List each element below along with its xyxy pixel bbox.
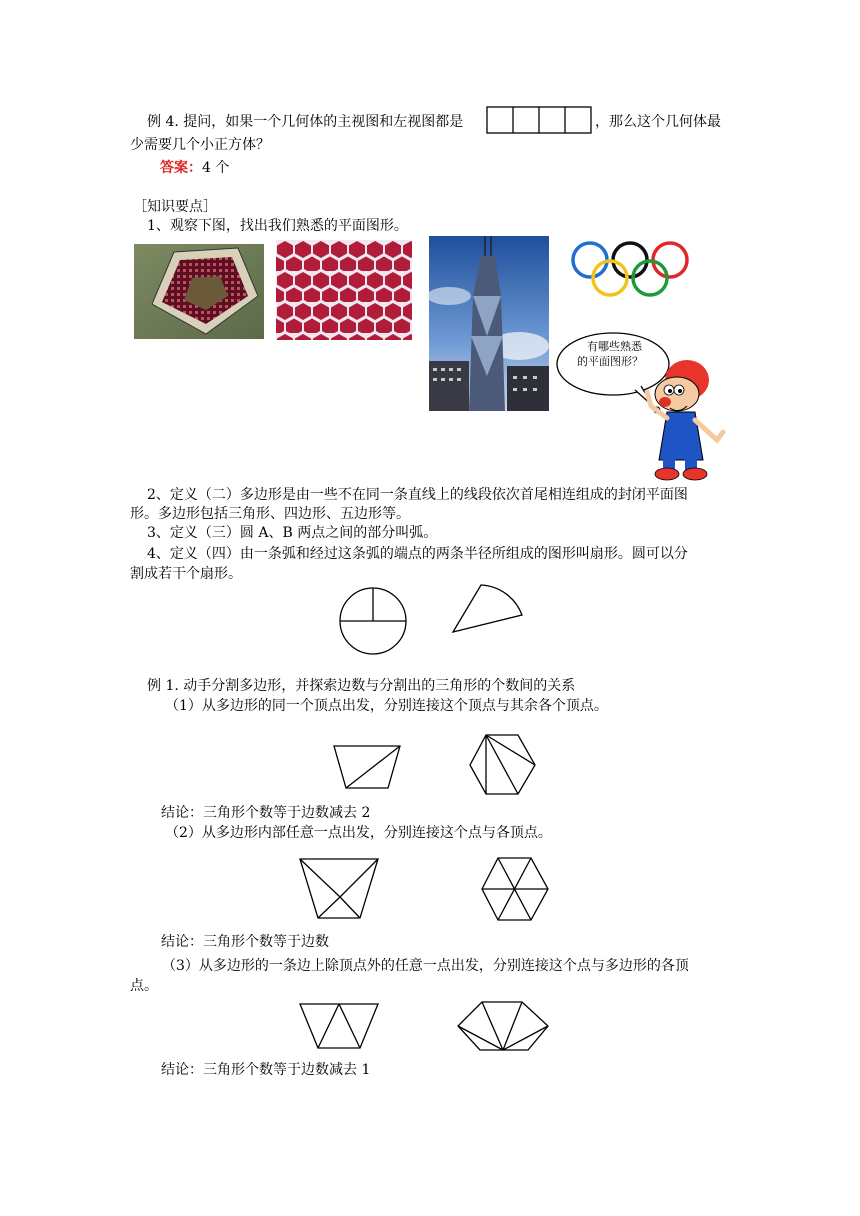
bubble-text-line1: 有哪些熟悉 <box>587 340 642 353</box>
example4-line1-a: 例 4. 提问，如果一个几何体的主视图和左视图都是 <box>147 114 464 130</box>
quad-interior-point-diagram <box>298 857 380 920</box>
knowledge-heading: ［知识要点］ <box>133 199 217 215</box>
example4-answer <box>160 158 229 178</box>
example1-step1: （1）从多边形的同一个顶点出发，分别连接这个顶点与其余各个顶点。 <box>165 698 608 714</box>
knowledge-item2-line1: 2、定义（二）多边形是由一些不在同一条直线上的线段依次首尾相连组成的封闭平面图 <box>147 487 688 503</box>
bubble-text-line2: 的平面图形？ <box>577 355 643 368</box>
example4-line1 <box>147 112 463 132</box>
example1-conclusion1: 结论：三角形个数等于边数减去 2 <box>161 805 371 821</box>
sector-diagram <box>450 582 526 638</box>
example1-conclusion3: 结论：三角形个数等于边数减去 1 <box>161 1062 371 1078</box>
hexagon-center-point-diagram <box>480 856 550 922</box>
answer-value: 4 个 <box>202 160 230 176</box>
hexagon-vertex-diagonals-diagram <box>468 733 538 797</box>
quad-edge-point-diagram <box>298 1002 380 1050</box>
example4-line2: 少需要几个小正方体？ <box>130 137 270 153</box>
pentagon-building-photo <box>134 244 264 339</box>
example1-step3-line2: 点。 <box>130 978 158 994</box>
example1-step3-line1: （3）从多边形的一条边上除顶点外的任意一点出发，分别连接这个点与多边形的各顶 <box>162 958 689 974</box>
knowledge-item1: 1、观察下图，找出我们熟悉的平面图形。 <box>147 218 408 234</box>
knowledge-item4-line2: 割成若干个扇形。 <box>130 566 242 582</box>
knowledge-item3: 3、定义（三）圆 A、B 两点之间的部分叫弧。 <box>147 525 438 541</box>
olympic-rings-icon <box>566 238 694 300</box>
knowledge-item4-line1: 4、定义（四）由一条弧和经过这条弧的端点的两条半径所组成的图形叫扇形。圆可以分 <box>147 546 688 562</box>
example1-title: 例 1. 动手分割多边形，并探索边数与分割出的三角形的个数间的关系 <box>147 678 576 694</box>
hexagon-edge-point-diagram <box>456 1000 550 1052</box>
answer-label: 答案： <box>160 160 202 176</box>
skyscraper-photo <box>429 236 549 411</box>
example1-conclusion2: 结论：三角形个数等于边数 <box>161 934 329 950</box>
hexagon-pattern-photo <box>276 240 412 340</box>
example1-step2: （2）从多边形内部任意一点出发，分别连接这个点与各顶点。 <box>165 825 552 841</box>
knowledge-item2-line2: 形。多边形包括三角形、四边形、五边形等。 <box>130 506 410 522</box>
example4-line1-b: ，那么这个几何体最 <box>595 114 721 130</box>
four-squares-view-icon <box>486 106 592 134</box>
quad-diagonal-diagram <box>332 743 402 791</box>
circle-sectors-diagram <box>338 586 410 658</box>
